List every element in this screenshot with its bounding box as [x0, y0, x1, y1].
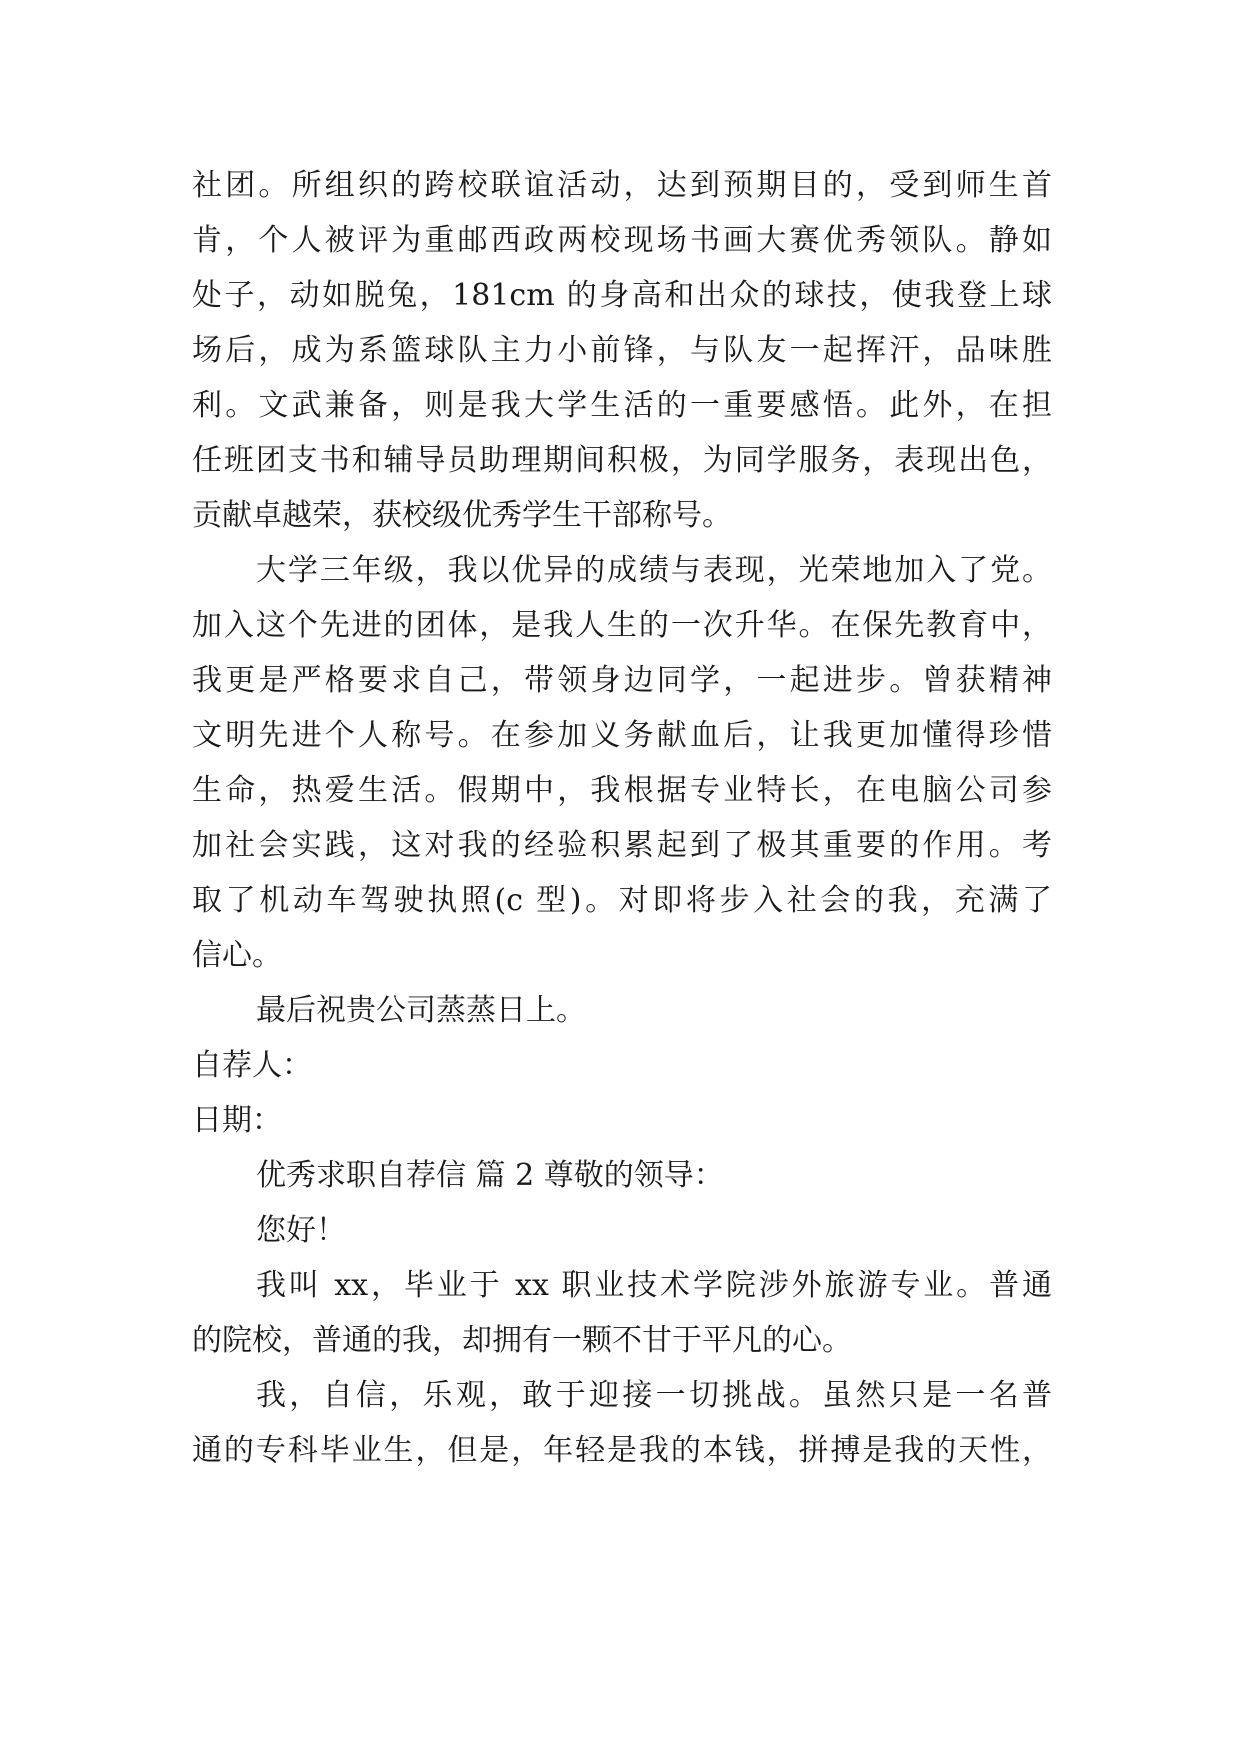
text-line: 场后，成为系篮球队主力小前锋，与队友一起挥汗，品味胜: [192, 333, 1052, 368]
paragraph-first-line: 大学三年级，我以优异的成绩与表现，光荣地加入了党。: [256, 553, 1052, 588]
text-line: 通的专科毕业生，但是，年轻是我的本钱，拼搏是我的天性，: [192, 1433, 1052, 1468]
paragraph-first-line: 我，自信，乐观，敢于迎接一切挑战。虽然只是一名普: [256, 1378, 1052, 1413]
text-line: 社团。所组织的跨校联谊活动，达到预期目的，受到师生首: [192, 168, 1052, 203]
text-line: 处子，动如脱兔，181cm 的身高和出众的球技，使我登上球: [192, 278, 1052, 313]
text-line: 贡献卓越荣，获校级优秀学生干部称号。: [192, 498, 732, 533]
greeting: 您好！: [256, 1213, 346, 1248]
text-line: 生命，热爱生活。假期中，我根据专业特长，在电脑公司参: [192, 773, 1052, 808]
text-line: 加入这个先进的团体，是我人生的一次升华。在保先教育中，: [192, 608, 1052, 643]
text-line: 加社会实践，这对我的经验积累起到了极其重要的作用。考: [192, 828, 1052, 863]
text-line: 的院校，普通的我，却拥有一颗不甘于平凡的心。: [192, 1323, 852, 1358]
text-line: 肯，个人被评为重邮西政两校现场书画大赛优秀领队。静如: [192, 223, 1052, 258]
text-line: 我更是严格要求自己，带领身边同学，一起进步。曾获精神: [192, 663, 1052, 698]
text-line: 文明先进个人称号。在参加义务献血后，让我更加懂得珍惜: [192, 718, 1052, 753]
closing-wish: 最后祝贵公司蒸蒸日上。: [256, 993, 586, 1028]
text-line: 利。文武兼备，则是我大学生活的一重要感悟。此外，在担: [192, 388, 1052, 423]
signature-label: 自荐人：: [192, 1048, 312, 1083]
document-body: [192, 158, 1052, 1478]
paragraph-first-line: 我叫 xx，毕业于 xx 职业技术学院涉外旅游专业。普通: [256, 1268, 1052, 1303]
text-line: 信心。: [192, 938, 282, 973]
section-heading: 优秀求职自荐信 篇 2 尊敬的领导：: [256, 1158, 724, 1193]
text-line: 任班团支书和辅导员助理期间积极，为同学服务，表现出色，: [192, 443, 1052, 478]
text-line: 取了机动车驾驶执照(c 型)。对即将步入社会的我，充满了: [192, 883, 1052, 918]
date-label: 日期：: [192, 1103, 282, 1138]
